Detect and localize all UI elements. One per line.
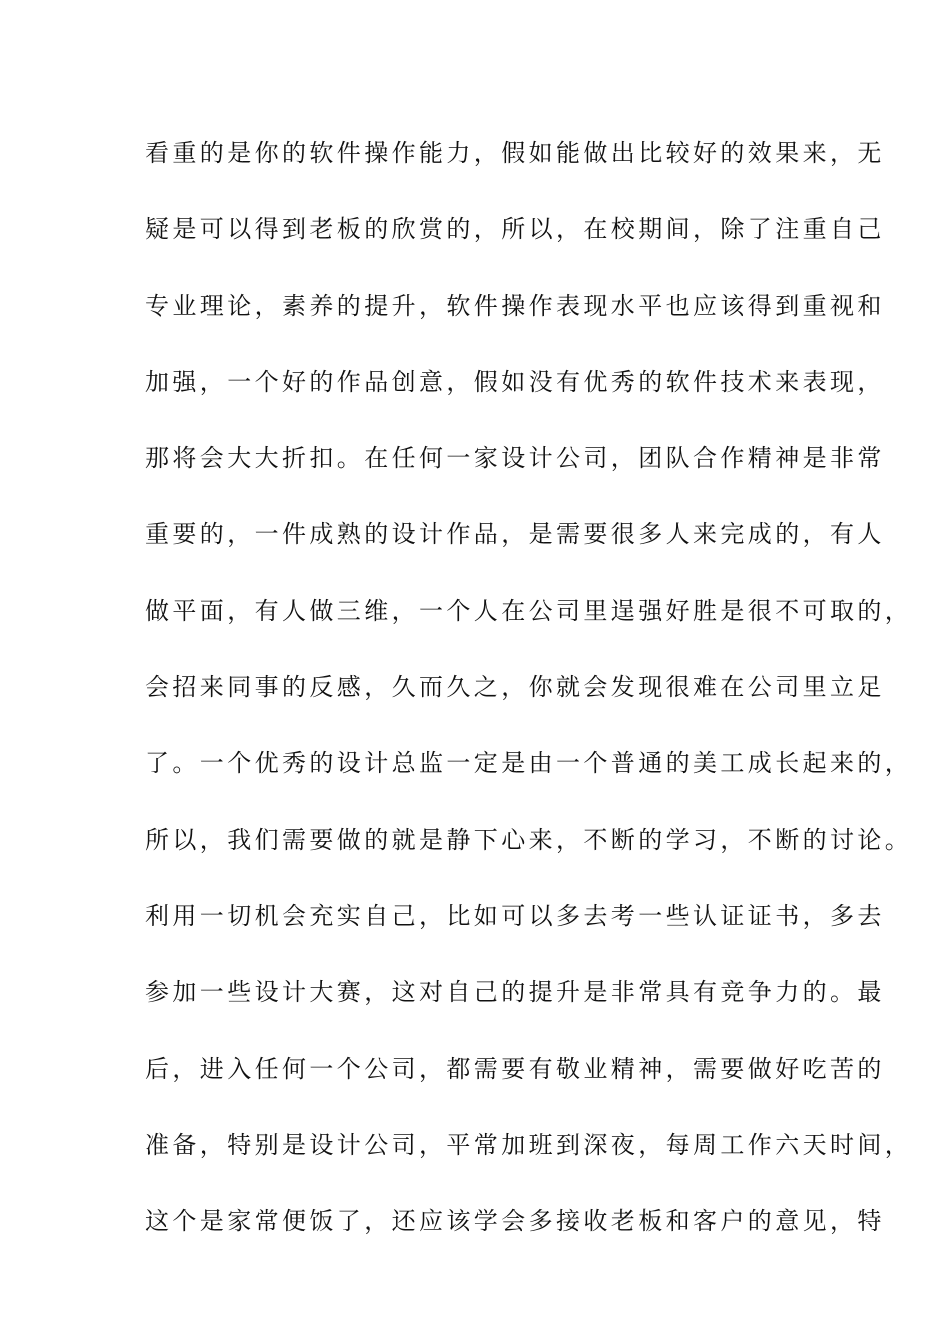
text-line: 了。一个优秀的设计总监一定是由一个普通的美工成长起来的，: [145, 749, 913, 778]
text-line: 疑是可以得到老板的欣赏的，所以，在校期间，除了注重自己: [145, 215, 885, 244]
text-line: 看重的是你的软件操作能力，假如能做出比较好的效果来，无: [145, 139, 885, 167]
text-line: 这个是家常便饭了，还应该学会多接收老板和客户的意见，特: [145, 1207, 885, 1236]
text-line: 参加一些设计大赛，这对自己的提升是非常具有竞争力的。最: [145, 978, 885, 1007]
text-line: 那将会大大折扣。在任何一家设计公司，团队合作精神是非常: [145, 444, 885, 473]
body-text: [145, 130, 913, 1274]
text-line: 会招来同事的反感，久而久之，你就会发现很难在公司里立足: [145, 673, 885, 702]
text-line: 重要的，一件成熟的设计作品，是需要很多人来完成的，有人: [145, 520, 885, 549]
text-line: 后，进入任何一个公司，都需要有敬业精神，需要做好吃苦的: [145, 1054, 885, 1083]
text-line: 做平面，有人做三维，一个人在公司里逞强好胜是很不可取的，: [145, 596, 913, 625]
text-line: 专业理论，素养的提升，软件操作表现水平也应该得到重视和: [145, 291, 885, 320]
text-line: 利用一切机会充实自己，比如可以多去考一些认证证书，多去: [145, 901, 885, 930]
text-line: 所以，我们需要做的就是静下心来，不断的学习，不断的讨论。: [145, 825, 913, 854]
text-line: 加强，一个好的作品创意，假如没有优秀的软件技术来表现，: [145, 367, 885, 396]
text-line: 准备，特别是设计公司，平常加班到深夜，每周工作六天时间，: [145, 1130, 913, 1159]
